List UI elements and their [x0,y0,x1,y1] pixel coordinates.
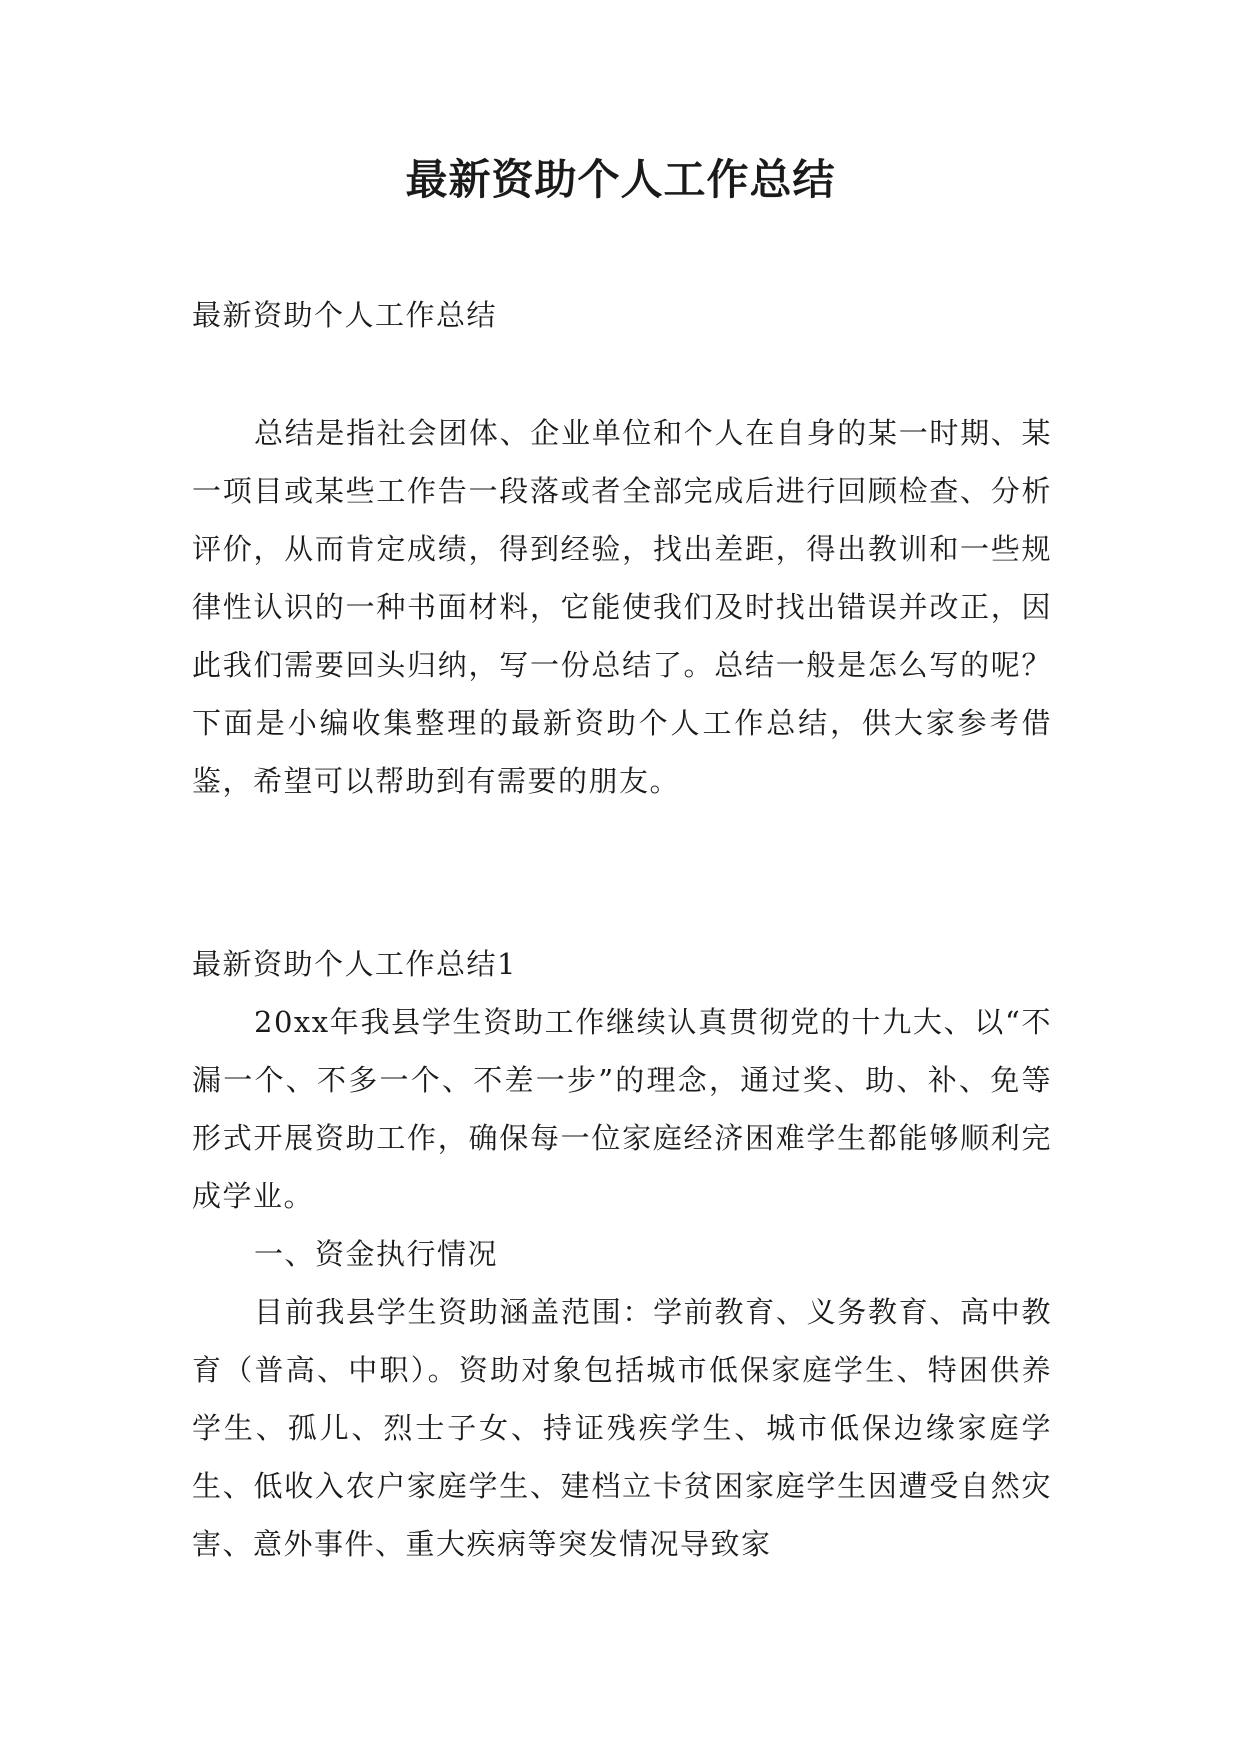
section-heading: 最新资助个人工作总结1 [192,947,517,981]
subsection-heading-funds: 一、资金执行情况 [254,1237,499,1271]
document-subtitle: 最新资助个人工作总结 [192,298,498,332]
body-paragraph-1: 20xx年我县学生资助工作继续认真贯彻党的十九大、以“不漏一个、不多一个、不差一步”的理念，通过奖、助、补、免等形式开展资助工作，确保每一位家庭经济困难学生都能够顺利完成学业。 [192,1005,1052,1213]
document-title: 最新资助个人工作总结 [405,155,836,204]
intro-paragraph: 总结是指社会团体、企业单位和个人在自身的某一时期、某一项目或某些工作告一段落或者全部完成后进行回顾检查、分析评价，从而肯定成绩，得到经验，找出差距，得出教训和一些规律性认识的一种书面材料，它能使我们及时找出错误并改正，因此我们需要回头归纳，写一份总结了。总结一般是怎么写的呢？下面是小编收集整理的最新资助个人工作总结，供大家参考借鉴，希望可以帮助到有需要的朋友。 [192,416,1052,798]
body-paragraph-2: 目前我县学生资助涵盖范围：学前教育、义务教育、高中教育（普高、中职）。资助对象包括城市低保家庭学生、特困供养学生、孤儿、烈士子女、持证残疾学生、城市低保边缘家庭学生、低收入农户家庭学生、建档立卡贫困家庭学生因遭受自然灾害、意外事件、重大疾病等突发情况导致家 [192,1295,1052,1561]
